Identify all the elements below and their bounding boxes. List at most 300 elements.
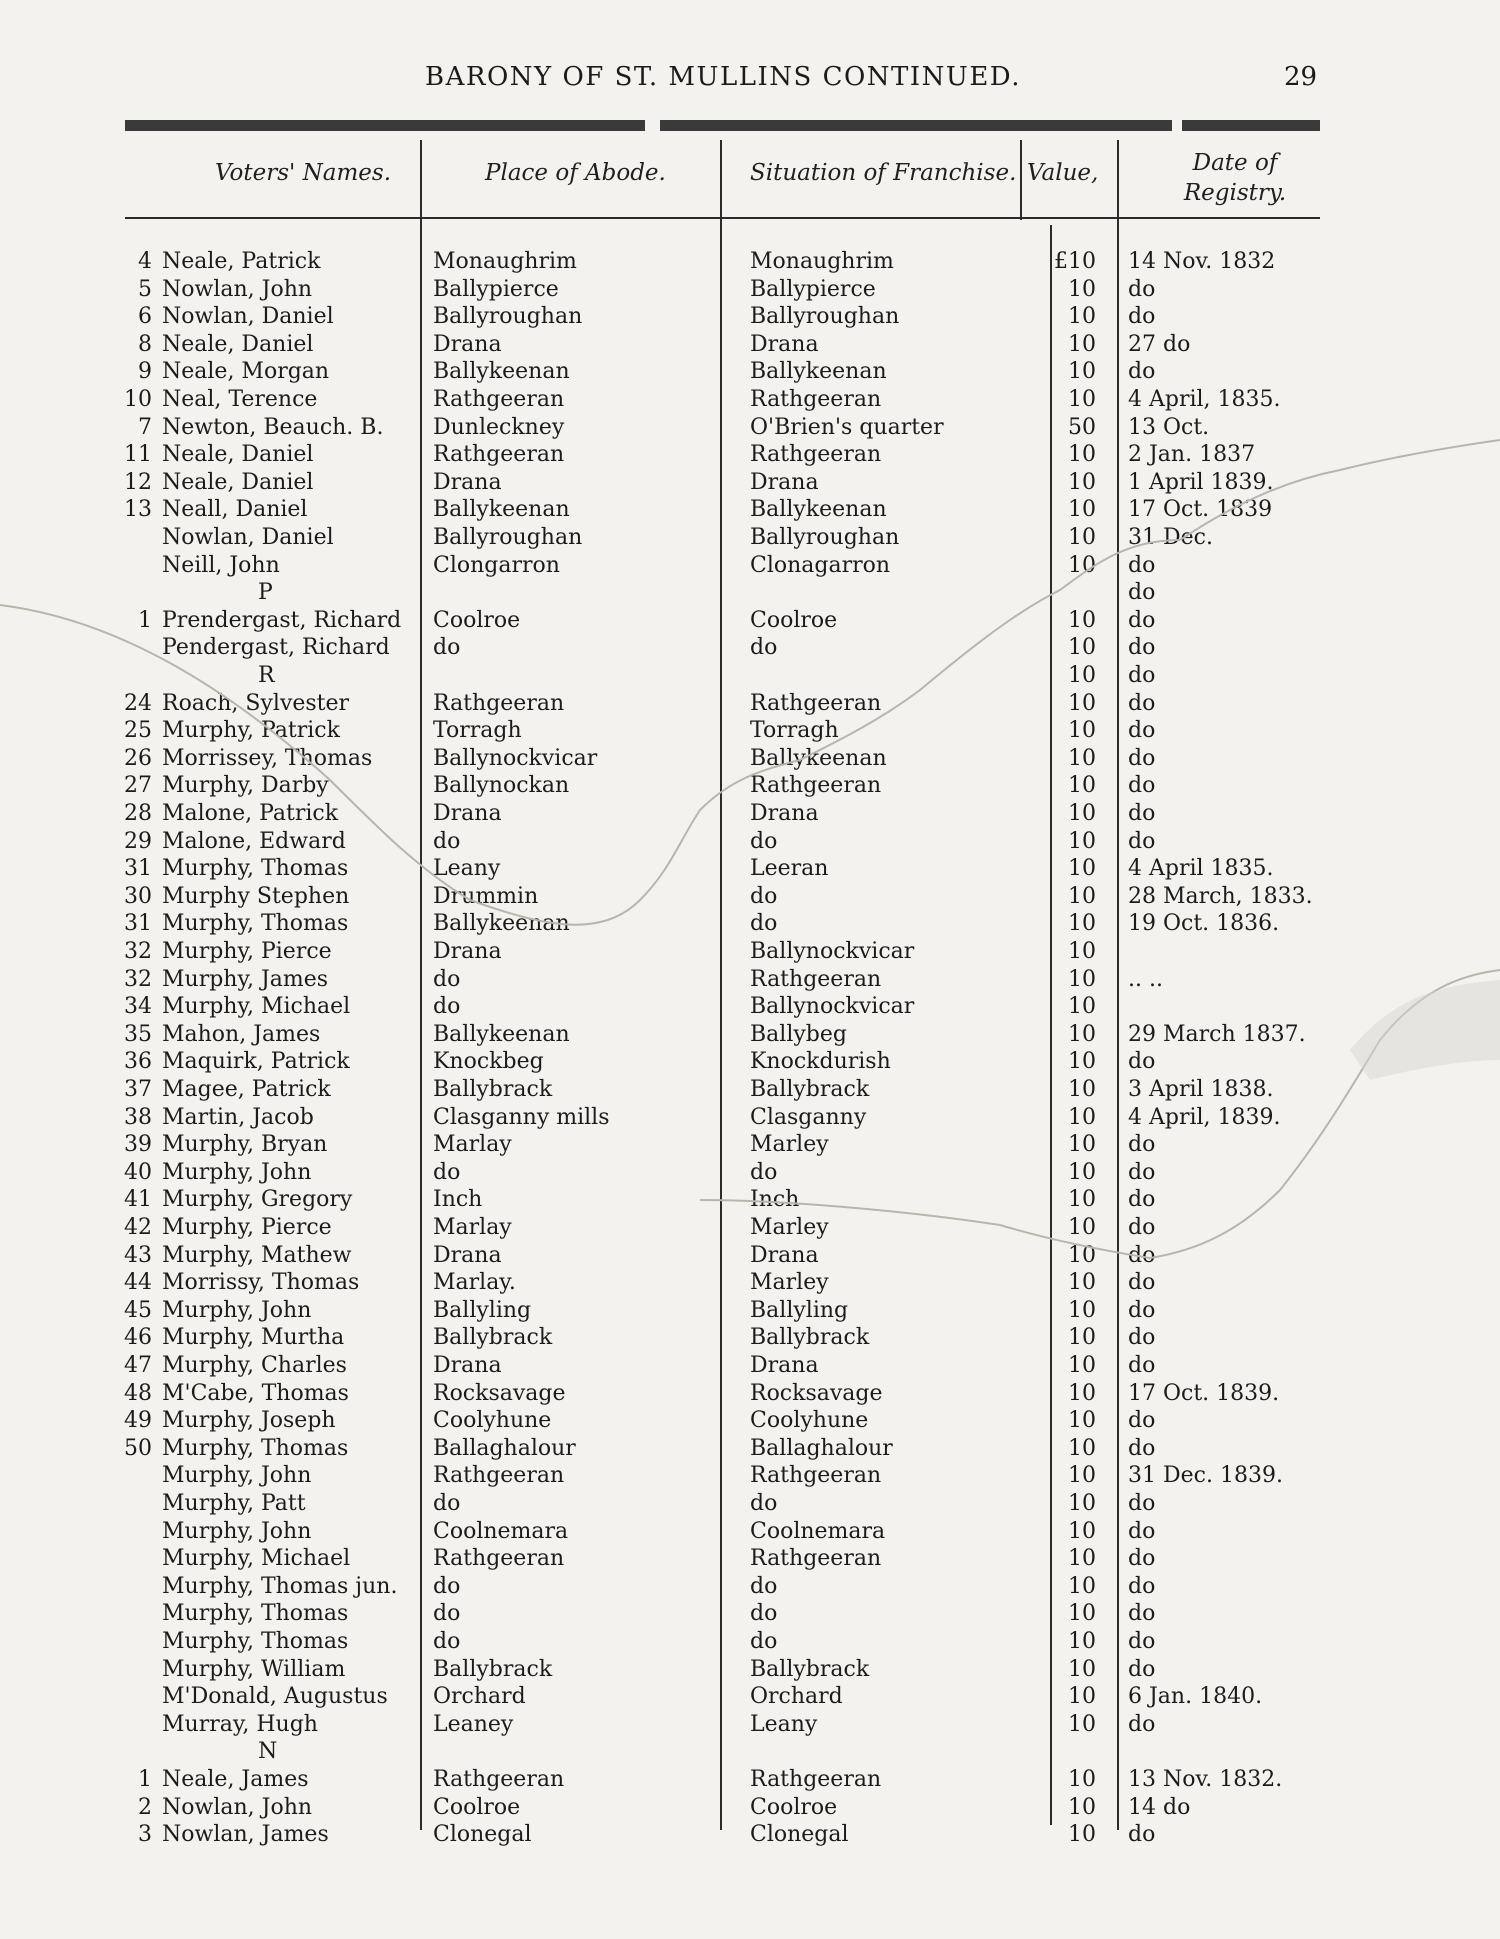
- voter-name: Murphy, Murtha: [162, 1325, 345, 1351]
- place-of-abode: Ballykeenan: [433, 911, 570, 937]
- column-header-voter: Voters' Names.: [215, 160, 392, 186]
- voter-number: 38: [124, 1104, 152, 1130]
- franchise-value: 10: [1068, 1242, 1096, 1268]
- franchise-value: 10: [1068, 1794, 1096, 1820]
- franchise-situation: Coolroe: [750, 1794, 838, 1820]
- voter-name: Neale, Patrick: [162, 249, 321, 274]
- franchise-situation: Rathgeeran: [750, 1546, 882, 1572]
- registry-date: do: [1128, 607, 1156, 633]
- voter-name: Murphy, Thomas: [162, 1629, 349, 1654]
- voter-number: 35: [124, 1021, 152, 1047]
- registry-date: 17 Oct. 1839: [1128, 497, 1273, 523]
- franchise-value: 10: [1068, 1491, 1096, 1516]
- voter-name: Morrissy, Thomas: [162, 1270, 360, 1296]
- table-row: [0, 1656, 1500, 1684]
- voter-number: 3: [138, 1822, 152, 1848]
- franchise-value: 10: [1068, 442, 1096, 468]
- voter-name: Neale, Daniel: [162, 331, 314, 357]
- voter-name: Murphy, Gregory: [162, 1187, 353, 1213]
- place-of-abode: Clongarron: [433, 552, 560, 578]
- place-of-abode: Leaney: [433, 1711, 514, 1737]
- registry-date: 4 April, 1835.: [1128, 387, 1281, 412]
- franchise-situation: Coolyhune: [750, 1408, 869, 1434]
- franchise-value: 10: [1068, 939, 1096, 964]
- registry-date: do: [1128, 359, 1156, 385]
- franchise-value: 10: [1068, 607, 1096, 633]
- franchise-situation: Coolnemara: [750, 1518, 886, 1544]
- franchise-value: 10: [1068, 1767, 1096, 1792]
- voter-number: 11: [124, 442, 152, 468]
- franchise-situation: Rocksavage: [750, 1380, 883, 1406]
- table-row: [0, 772, 1500, 800]
- franchise-value: 10: [1068, 1573, 1096, 1599]
- franchise-value: 10: [1068, 1077, 1096, 1102]
- place-of-abode: Rathgeeran: [433, 1546, 565, 1572]
- page-number: 29: [1284, 62, 1318, 92]
- voter-number: 1: [138, 607, 152, 633]
- franchise-value: 10: [1068, 1822, 1096, 1848]
- table-row: [0, 993, 1500, 1021]
- franchise-situation: Ballyroughan: [750, 304, 900, 330]
- place-of-abode: Ballyling: [433, 1297, 532, 1323]
- franchise-situation: do: [750, 1159, 778, 1185]
- franchise-situation: Rathgeeran: [750, 1463, 882, 1489]
- franchise-situation: Drana: [750, 469, 819, 495]
- place-of-abode: Ballybrack: [433, 1077, 553, 1102]
- franchise-value: 10: [1068, 801, 1096, 826]
- voter-number: 25: [124, 718, 152, 744]
- table-row: [0, 1407, 1500, 1435]
- registry-date: do: [1128, 773, 1156, 799]
- voter-number: 45: [124, 1297, 152, 1323]
- franchise-value: 10: [1068, 718, 1096, 744]
- voter-name: Neale, James: [162, 1767, 309, 1792]
- place-of-abode: Ballynockan: [433, 773, 570, 799]
- table-row: [0, 800, 1500, 828]
- franchise-value: 10: [1068, 1187, 1096, 1213]
- place-of-abode: Ballybrack: [433, 1656, 553, 1682]
- registry-date: 4 April, 1839.: [1128, 1104, 1281, 1130]
- voter-number: 12: [124, 469, 152, 495]
- voter-number: 5: [138, 276, 152, 302]
- table-row: [0, 1242, 1500, 1270]
- franchise-situation: Ballykeenan: [750, 359, 887, 385]
- table-row: [0, 1766, 1500, 1794]
- place-of-abode: do: [433, 994, 461, 1020]
- franchise-situation: Ballypierce: [750, 276, 876, 302]
- voter-name: Murphy, John: [162, 1518, 312, 1544]
- voter-name: Nowlan, Daniel: [162, 525, 334, 550]
- franchise-value: 10: [1068, 497, 1096, 523]
- voter-name: Murphy, Michael: [162, 1546, 351, 1572]
- registry-date: 6 Jan. 1840.: [1128, 1684, 1263, 1710]
- voter-name: Newton, Beauch. B.: [162, 414, 384, 440]
- voter-name: M'Donald, Augustus: [162, 1684, 388, 1710]
- voter-name: Morrissey, Thomas: [162, 745, 373, 771]
- table-row: [0, 1021, 1500, 1049]
- voter-number: 32: [124, 939, 152, 964]
- registry-date: 31 Dec. 1839.: [1128, 1463, 1283, 1489]
- franchise-situation: Knockdurish: [750, 1049, 891, 1075]
- table-row: [0, 1600, 1500, 1628]
- page-title: BARONY OF ST. MULLINS CONTINUED.: [425, 62, 1021, 92]
- place-of-abode: Ballyroughan: [433, 525, 583, 550]
- place-of-abode: Marlay: [433, 1215, 512, 1240]
- franchise-value: 10: [1068, 469, 1096, 495]
- table-row: [0, 1683, 1500, 1711]
- voter-name: Murphy, John: [162, 1159, 312, 1185]
- registry-date: do: [1128, 635, 1156, 661]
- voter-number: 2: [138, 1794, 152, 1820]
- registry-date: do: [1128, 1518, 1156, 1544]
- place-of-abode: Ballynockvicar: [433, 745, 598, 771]
- franchise-situation: Monaughrim: [750, 249, 894, 274]
- voter-name: Murphy Stephen: [162, 883, 350, 909]
- section-letter: R: [258, 663, 275, 688]
- registry-date: .. ..: [1128, 966, 1163, 992]
- section-letter: N: [258, 1739, 278, 1765]
- registry-date: do: [1128, 690, 1156, 716]
- registry-date: 29 March 1837.: [1128, 1021, 1306, 1047]
- table-row: [0, 1214, 1500, 1242]
- table-row: [0, 1159, 1500, 1187]
- franchise-value: 10: [1068, 1159, 1096, 1185]
- registry-date: do: [1128, 1711, 1156, 1737]
- table-row: [0, 1324, 1500, 1352]
- table-row: [0, 441, 1500, 469]
- franchise-value: 10: [1068, 828, 1096, 854]
- registry-date: do: [1128, 1159, 1156, 1185]
- voter-name: Pendergast, Richard: [162, 635, 390, 661]
- franchise-value: 10: [1068, 635, 1096, 661]
- place-of-abode: Knockbeg: [433, 1049, 544, 1075]
- table-row: [0, 1297, 1500, 1325]
- voter-name: Murphy, Michael: [162, 994, 351, 1020]
- voter-number: 36: [124, 1049, 152, 1075]
- voter-name: Nowlan, Daniel: [162, 304, 334, 330]
- registry-date: 19 Oct. 1836.: [1128, 911, 1280, 937]
- place-of-abode: Ballykeenan: [433, 359, 570, 385]
- place-of-abode: Rathgeeran: [433, 387, 565, 412]
- voter-number: 27: [124, 773, 152, 799]
- voter-name: Murphy, Bryan: [162, 1132, 328, 1158]
- franchise-situation: Ballykeenan: [750, 745, 887, 771]
- voter-number: 4: [138, 249, 152, 274]
- voter-number: 47: [124, 1353, 152, 1378]
- registry-date: do: [1128, 1435, 1156, 1461]
- table-row: [0, 883, 1500, 911]
- voter-name: Nowlan, John: [162, 1794, 313, 1820]
- voter-number: 6: [138, 304, 152, 330]
- voter-name: Neall, Daniel: [162, 497, 308, 523]
- franchise-value: 10: [1068, 1546, 1096, 1572]
- voter-number: 50: [124, 1435, 152, 1461]
- place-of-abode: Drana: [433, 331, 502, 357]
- place-of-abode: Drana: [433, 939, 502, 964]
- table-row: [0, 1435, 1500, 1463]
- place-of-abode: Drana: [433, 1242, 502, 1268]
- franchise-value: 10: [1068, 1380, 1096, 1406]
- column-header-abode: Place of Abode.: [485, 160, 666, 186]
- voter-number: 49: [124, 1408, 152, 1434]
- registry-date: do: [1128, 1408, 1156, 1434]
- franchise-value: 10: [1068, 387, 1096, 412]
- voter-number: 31: [124, 911, 152, 937]
- table-row: [0, 966, 1500, 994]
- table-row: [0, 552, 1500, 580]
- franchise-value: 10: [1068, 552, 1096, 578]
- registry-date: do: [1128, 1132, 1156, 1158]
- table-row: [0, 1573, 1500, 1601]
- voter-name: Murphy, William: [162, 1656, 346, 1682]
- registry-date: do: [1128, 1215, 1156, 1240]
- registry-date: do: [1128, 1601, 1156, 1627]
- voter-name: Murray, Hugh: [162, 1711, 318, 1737]
- voter-number: 41: [124, 1187, 152, 1213]
- voter-name: Murphy, Patt: [162, 1491, 306, 1516]
- place-of-abode: Ballyroughan: [433, 304, 583, 330]
- registry-date: do: [1128, 1353, 1156, 1378]
- place-of-abode: Dunleckney: [433, 414, 565, 440]
- franchise-situation: do: [750, 828, 778, 854]
- registry-date: 31 Dec.: [1128, 525, 1213, 550]
- registry-date: do: [1128, 1297, 1156, 1323]
- table-row: [0, 276, 1500, 304]
- registry-date: 27 do: [1128, 331, 1191, 357]
- registry-date: do: [1128, 801, 1156, 826]
- table-row: [0, 1821, 1500, 1849]
- franchise-value: 10: [1068, 1215, 1096, 1240]
- column-header-date-line2: Registry.: [1183, 180, 1287, 206]
- place-of-abode: Ballybrack: [433, 1325, 553, 1351]
- franchise-situation: Rathgeeran: [750, 773, 882, 799]
- voter-name: M'Cabe, Thomas: [162, 1380, 349, 1406]
- voter-name: Roach, Sylvester: [162, 690, 350, 716]
- table-row: [0, 248, 1500, 276]
- franchise-situation: do: [750, 1629, 778, 1654]
- franchise-value: 10: [1068, 1049, 1096, 1075]
- place-of-abode: Orchard: [433, 1684, 526, 1710]
- voter-number: 32: [124, 966, 152, 992]
- registry-date: do: [1128, 828, 1156, 854]
- place-of-abode: Rathgeeran: [433, 690, 565, 716]
- registry-date: do: [1128, 1629, 1156, 1654]
- registry-date: 13 Oct.: [1128, 414, 1210, 440]
- place-of-abode: Torragh: [433, 718, 522, 744]
- franchise-situation: Ballynockvicar: [750, 939, 915, 964]
- franchise-value: 10: [1068, 525, 1096, 550]
- franchise-situation: do: [750, 1601, 778, 1627]
- place-of-abode: do: [433, 966, 461, 992]
- registry-date: do: [1128, 663, 1156, 688]
- table-row: [0, 910, 1500, 938]
- franchise-situation: Marley: [750, 1270, 829, 1296]
- franchise-value: 10: [1068, 856, 1096, 882]
- voter-name: Neale, Morgan: [162, 359, 330, 385]
- franchise-situation: Rathgeeran: [750, 387, 882, 412]
- franchise-situation: Ballybrack: [750, 1656, 870, 1682]
- voter-name: Murphy, Charles: [162, 1353, 347, 1378]
- franchise-value: 10: [1068, 1104, 1096, 1130]
- registry-date: 4 April 1835.: [1128, 856, 1274, 882]
- franchise-value: 50: [1068, 414, 1096, 440]
- place-of-abode: Ballaghalour: [433, 1435, 576, 1461]
- registry-date: do: [1128, 718, 1156, 744]
- registry-date: 28 March, 1833.: [1128, 883, 1313, 909]
- table-row: [0, 1628, 1500, 1656]
- voter-name: Neale, Daniel: [162, 469, 314, 495]
- place-of-abode: do: [433, 1491, 461, 1516]
- franchise-situation: do: [750, 635, 778, 661]
- registry-date: do: [1128, 745, 1156, 771]
- franchise-situation: Leany: [750, 1711, 818, 1737]
- table-row: [0, 1076, 1500, 1104]
- franchise-situation: do: [750, 911, 778, 937]
- place-of-abode: Rocksavage: [433, 1380, 566, 1406]
- voter-number: 44: [124, 1270, 152, 1296]
- voter-name: Murphy, Pierce: [162, 1215, 332, 1240]
- voter-number: 10: [124, 387, 152, 412]
- registry-date: 14 do: [1128, 1794, 1191, 1820]
- place-of-abode: do: [433, 1573, 461, 1599]
- registry-date: 1 April 1839.: [1128, 469, 1274, 495]
- table-row: [0, 469, 1500, 497]
- franchise-situation: Drana: [750, 331, 819, 357]
- voter-number: 24: [124, 690, 152, 716]
- franchise-value: 10: [1068, 1297, 1096, 1323]
- registry-date: do: [1128, 276, 1156, 302]
- place-of-abode: Drummin: [433, 883, 539, 909]
- franchise-value: 10: [1068, 966, 1096, 992]
- franchise-situation: Ballyling: [750, 1297, 849, 1323]
- franchise-value: 10: [1068, 359, 1096, 385]
- voter-number: 9: [138, 359, 152, 385]
- column-header-date-line1: Date of: [1192, 150, 1278, 176]
- franchise-value: 10: [1068, 1463, 1096, 1489]
- franchise-situation: Rathgeeran: [750, 966, 882, 992]
- table-row: [0, 1380, 1500, 1408]
- table-row: [0, 303, 1500, 331]
- voter-name: Murphy, Darby: [162, 773, 329, 799]
- voter-number: 34: [124, 994, 152, 1020]
- franchise-value: 10: [1068, 304, 1096, 330]
- registry-date: do: [1128, 1491, 1156, 1516]
- voter-name: Murphy, John: [162, 1463, 312, 1489]
- table-row: [0, 1462, 1500, 1490]
- voter-name: Nowlan, John: [162, 276, 313, 302]
- place-of-abode: Clonegal: [433, 1822, 532, 1848]
- column-header-value: Value,: [1027, 160, 1099, 186]
- table-row: [0, 1048, 1500, 1076]
- voter-number: 43: [124, 1242, 152, 1268]
- place-of-abode: Coolyhune: [433, 1408, 552, 1434]
- franchise-situation: Clonegal: [750, 1822, 849, 1848]
- table-row: [0, 1794, 1500, 1822]
- franchise-value: 10: [1068, 773, 1096, 799]
- voter-number: 42: [124, 1215, 152, 1240]
- voter-name: Murphy, Mathew: [162, 1242, 352, 1268]
- franchise-situation: Drana: [750, 1353, 819, 1378]
- voter-name: Murphy, Thomas jun.: [162, 1573, 398, 1599]
- place-of-abode: Leany: [433, 856, 501, 882]
- table-row: [0, 717, 1500, 745]
- franchise-value: £10: [1054, 249, 1096, 274]
- voter-number: 7: [138, 414, 152, 440]
- voter-number: 39: [124, 1132, 152, 1158]
- voter-number: 46: [124, 1325, 152, 1351]
- table-row: [0, 1269, 1500, 1297]
- franchise-value: 10: [1068, 1021, 1096, 1047]
- voter-name: Murphy, Thomas: [162, 856, 349, 882]
- franchise-situation: Ballynockvicar: [750, 994, 915, 1020]
- franchise-situation: Clasganny: [750, 1104, 867, 1130]
- place-of-abode: Ballypierce: [433, 276, 559, 302]
- place-of-abode: do: [433, 1159, 461, 1185]
- voter-name: Murphy, Thomas: [162, 1601, 349, 1627]
- registry-date: 13 Nov. 1832.: [1128, 1767, 1283, 1792]
- table-row: [0, 358, 1500, 386]
- franchise-situation: Ballaghalour: [750, 1435, 893, 1461]
- franchise-value: 10: [1068, 1353, 1096, 1378]
- place-of-abode: Ballykeenan: [433, 1021, 570, 1047]
- table-row: [0, 662, 1500, 690]
- franchise-situation: Rathgeeran: [750, 442, 882, 468]
- franchise-value: 10: [1068, 1435, 1096, 1461]
- place-of-abode: Rathgeeran: [433, 442, 565, 468]
- franchise-situation: O'Brien's quarter: [750, 414, 944, 440]
- voter-number: 28: [124, 801, 152, 826]
- voter-number: 31: [124, 856, 152, 882]
- franchise-value: 10: [1068, 1408, 1096, 1434]
- registry-date: 14 Nov. 1832: [1128, 249, 1276, 274]
- voter-name: Malone, Patrick: [162, 801, 339, 826]
- table-row: [0, 1711, 1500, 1739]
- registry-date: do: [1128, 580, 1156, 606]
- table-row: [0, 524, 1500, 552]
- franchise-situation: do: [750, 883, 778, 909]
- place-of-abode: Inch: [433, 1187, 483, 1213]
- franchise-situation: Leeran: [750, 856, 829, 882]
- table-row: [0, 496, 1500, 524]
- franchise-value: 10: [1068, 745, 1096, 771]
- voter-name: Nowlan, James: [162, 1822, 329, 1848]
- voter-name: Maquirk, Patrick: [162, 1049, 350, 1075]
- voter-name: Martin, Jacob: [162, 1104, 314, 1130]
- franchise-value: 10: [1068, 1325, 1096, 1351]
- table-row: [0, 1545, 1500, 1573]
- voter-number: 29: [124, 828, 152, 854]
- franchise-value: 10: [1068, 994, 1096, 1020]
- franchise-situation: Ballybrack: [750, 1325, 870, 1351]
- voter-number: 48: [124, 1380, 152, 1406]
- voter-number: 8: [138, 331, 152, 357]
- registry-date: do: [1128, 1822, 1156, 1848]
- franchise-situation: Rathgeeran: [750, 690, 882, 716]
- table-row: [0, 1104, 1500, 1132]
- franchise-situation: do: [750, 1573, 778, 1599]
- table-row: [0, 634, 1500, 662]
- voter-number: 30: [124, 883, 152, 909]
- franchise-situation: Orchard: [750, 1684, 843, 1710]
- registry-date: do: [1128, 1187, 1156, 1213]
- franchise-value: 10: [1068, 1518, 1096, 1544]
- registry-date: do: [1128, 1242, 1156, 1268]
- franchise-situation: Ballybrack: [750, 1077, 870, 1102]
- voter-name: Mahon, James: [162, 1021, 321, 1047]
- voter-name: Magee, Patrick: [162, 1077, 331, 1102]
- franchise-value: 10: [1068, 1601, 1096, 1627]
- registry-date: 3 April 1838.: [1128, 1077, 1274, 1102]
